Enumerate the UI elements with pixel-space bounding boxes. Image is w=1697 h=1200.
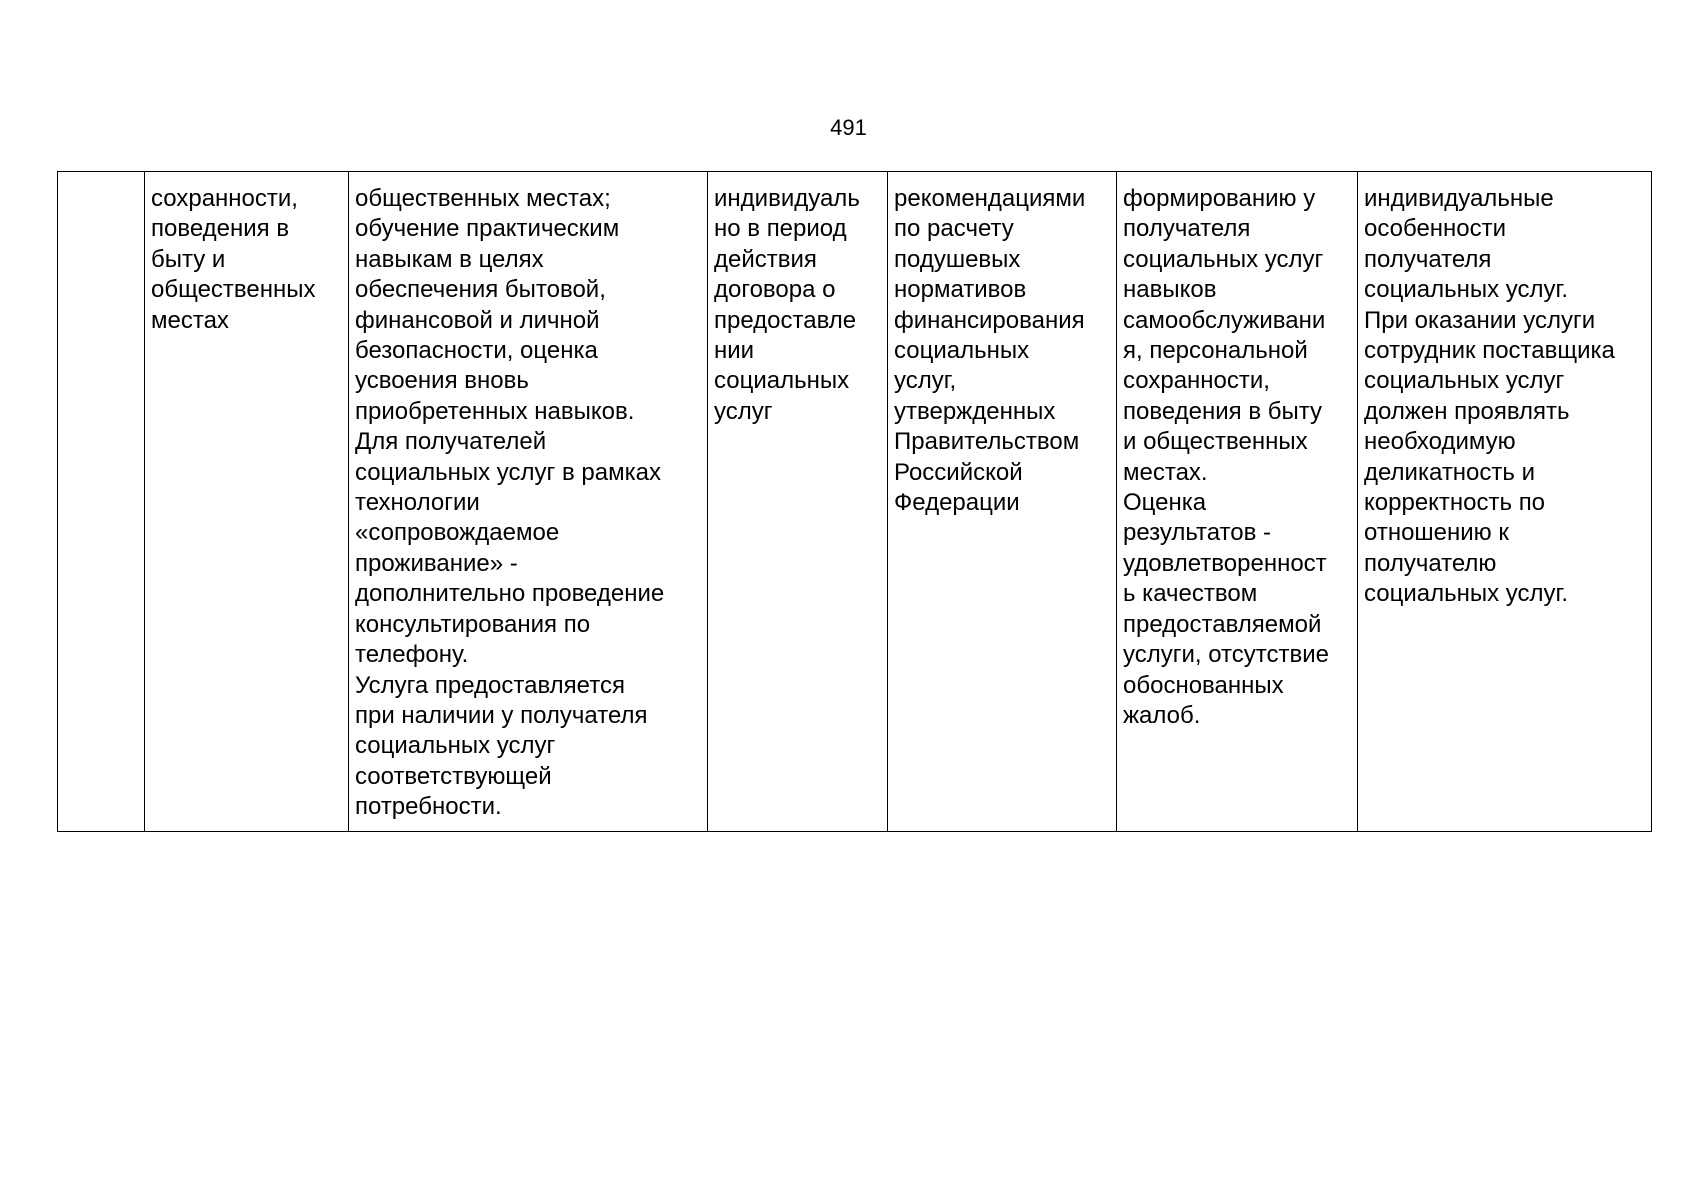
page-number: 491 — [830, 115, 867, 140]
table-row — [58, 172, 1652, 832]
table-cell-cost-basis: рекомендациями по расчету подушевых нормативов финансирования социальных услуг, утвержденных Правительством Российской Федерации — [888, 172, 1117, 832]
table-cell-service-name: сохранности, поведения в быту и общественных местах — [145, 172, 349, 832]
table-cell-conditions: индивидуальные особенности получателя социальных услуг. При оказании услуги сотрудник поставщика социальных услуг должен проявлять необходимую деликатность и корректность по отношению к получателю социальных услуг. — [1358, 172, 1652, 832]
services-table — [57, 171, 1652, 832]
table-cell-quality-indicators: формированию у получателя социальных услуг навыков самообслуживани я, персональной сохранности, поведения в быту и общественных местах. Оценка результатов - удовлетворенност ь качеством предоставляемой услуги, отсутствие обоснованных жалоб. — [1117, 172, 1358, 832]
table-cell-service-period: индивидуаль но в период действия договора о предоставле нии социальных услуг — [708, 172, 888, 832]
table-cell-service-description: общественных местах; обучение практическим навыкам в целях обеспечения бытовой, финансовой и личной безопасности, оценка усвоения вновь приобретенных навыков. Для получателей социальных услуг в рамках технологии «сопровождаемое проживание» - дополнительно проведение консультирования по телефону. Услуга предоставляется при наличии у получателя социальных услуг соответствующей потребности. — [349, 172, 708, 832]
table-cell-number — [58, 172, 145, 832]
